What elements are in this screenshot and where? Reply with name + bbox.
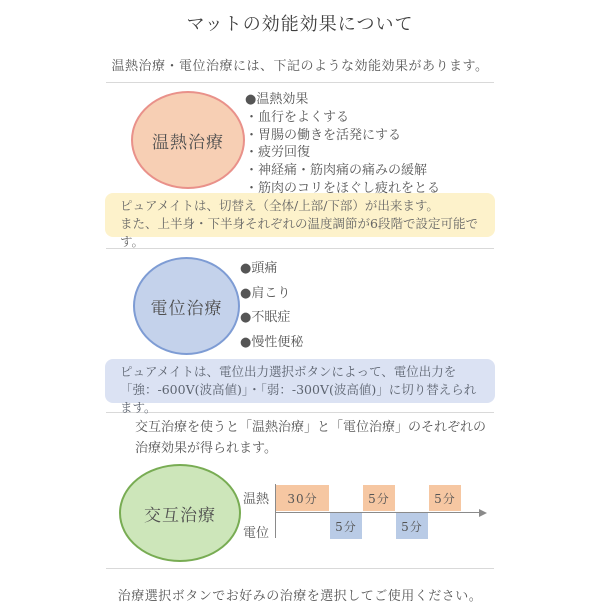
intro-line: 治療効果が得られます。 <box>135 441 277 456</box>
alternate-circle-label: 交互治療 <box>144 505 216 526</box>
timeline-block-thermal: 30分 <box>276 485 329 511</box>
note-line: また、上半身・下半身それぞれの温度調節が6段階で設定可能です。 <box>120 216 478 249</box>
list-item: ・疲労回復 <box>245 145 311 161</box>
potential-circle <box>133 257 240 355</box>
alternate-intro <box>135 417 600 459</box>
timeline-block-thermal: 5分 <box>363 485 395 511</box>
list-item: ●肩こり <box>240 285 291 301</box>
potential-circle-label: 電位治療 <box>150 298 223 319</box>
list-item: ・神経痛・筋肉痛の痛みの緩解 <box>245 163 428 179</box>
thermal-circle <box>131 91 245 189</box>
potential-note-box <box>105 359 495 415</box>
timeline-block-thermal: 5分 <box>429 485 461 511</box>
note-line: ピュアメイトは、電位出力選択ボタンによって、電位出力を <box>120 364 457 379</box>
separator <box>106 568 494 569</box>
thermal-effects-list <box>245 91 440 198</box>
list-item: ●慢性便秘 <box>240 334 304 350</box>
separator <box>106 82 494 83</box>
alternate-section <box>0 464 600 564</box>
alternate-circle <box>119 464 241 562</box>
thermal-circle-label: 温熱治療 <box>152 132 224 153</box>
list-item: ●頭痛 <box>240 261 278 276</box>
timeline-chart <box>241 482 493 544</box>
separator <box>106 248 494 249</box>
potential-section <box>0 257 600 357</box>
note-line: 「強：-600V(波高値)」・「弱：-300V(波高値)」に切り替えられます。 <box>120 382 477 415</box>
timeline-block-potential: 5分 <box>396 513 428 539</box>
timeline-arrow-icon <box>479 509 487 517</box>
note-line: ピュアメイトは、切替え（全体/上部/下部）が出来ます。 <box>120 198 439 213</box>
footer-note: 治療選択ボタンでお好みの治療を選択してご使用ください。 <box>117 589 483 604</box>
thermal-section <box>0 91 600 196</box>
list-item: ●温熱効果 <box>245 92 309 107</box>
list-item: ・血行をよくする <box>245 109 350 125</box>
timeline-block-potential: 5分 <box>330 513 362 539</box>
timeline-row-label-potential: 電位 <box>243 526 270 541</box>
list-item: ・筋肉のコリをほぐし疲れをとる <box>245 180 441 196</box>
list-item: ●不眠症 <box>240 310 291 325</box>
thermal-note-box <box>105 193 495 249</box>
list-item: ・胃腸の働きを活発にする <box>245 127 402 143</box>
page-subtitle: 温熱治療・電位治療には、下記のような効能効果があります。 <box>111 59 489 74</box>
timeline-row-label-thermal: 温熱 <box>243 492 270 507</box>
page-title: マットの効能効果について <box>186 14 414 35</box>
potential-effects-list <box>240 257 303 355</box>
timeline-horizontal-axis <box>275 512 479 513</box>
separator <box>106 412 494 413</box>
intro-line: 交互治療を使うと「温熱治療」と「電位治療」のそれぞれの <box>135 420 487 435</box>
